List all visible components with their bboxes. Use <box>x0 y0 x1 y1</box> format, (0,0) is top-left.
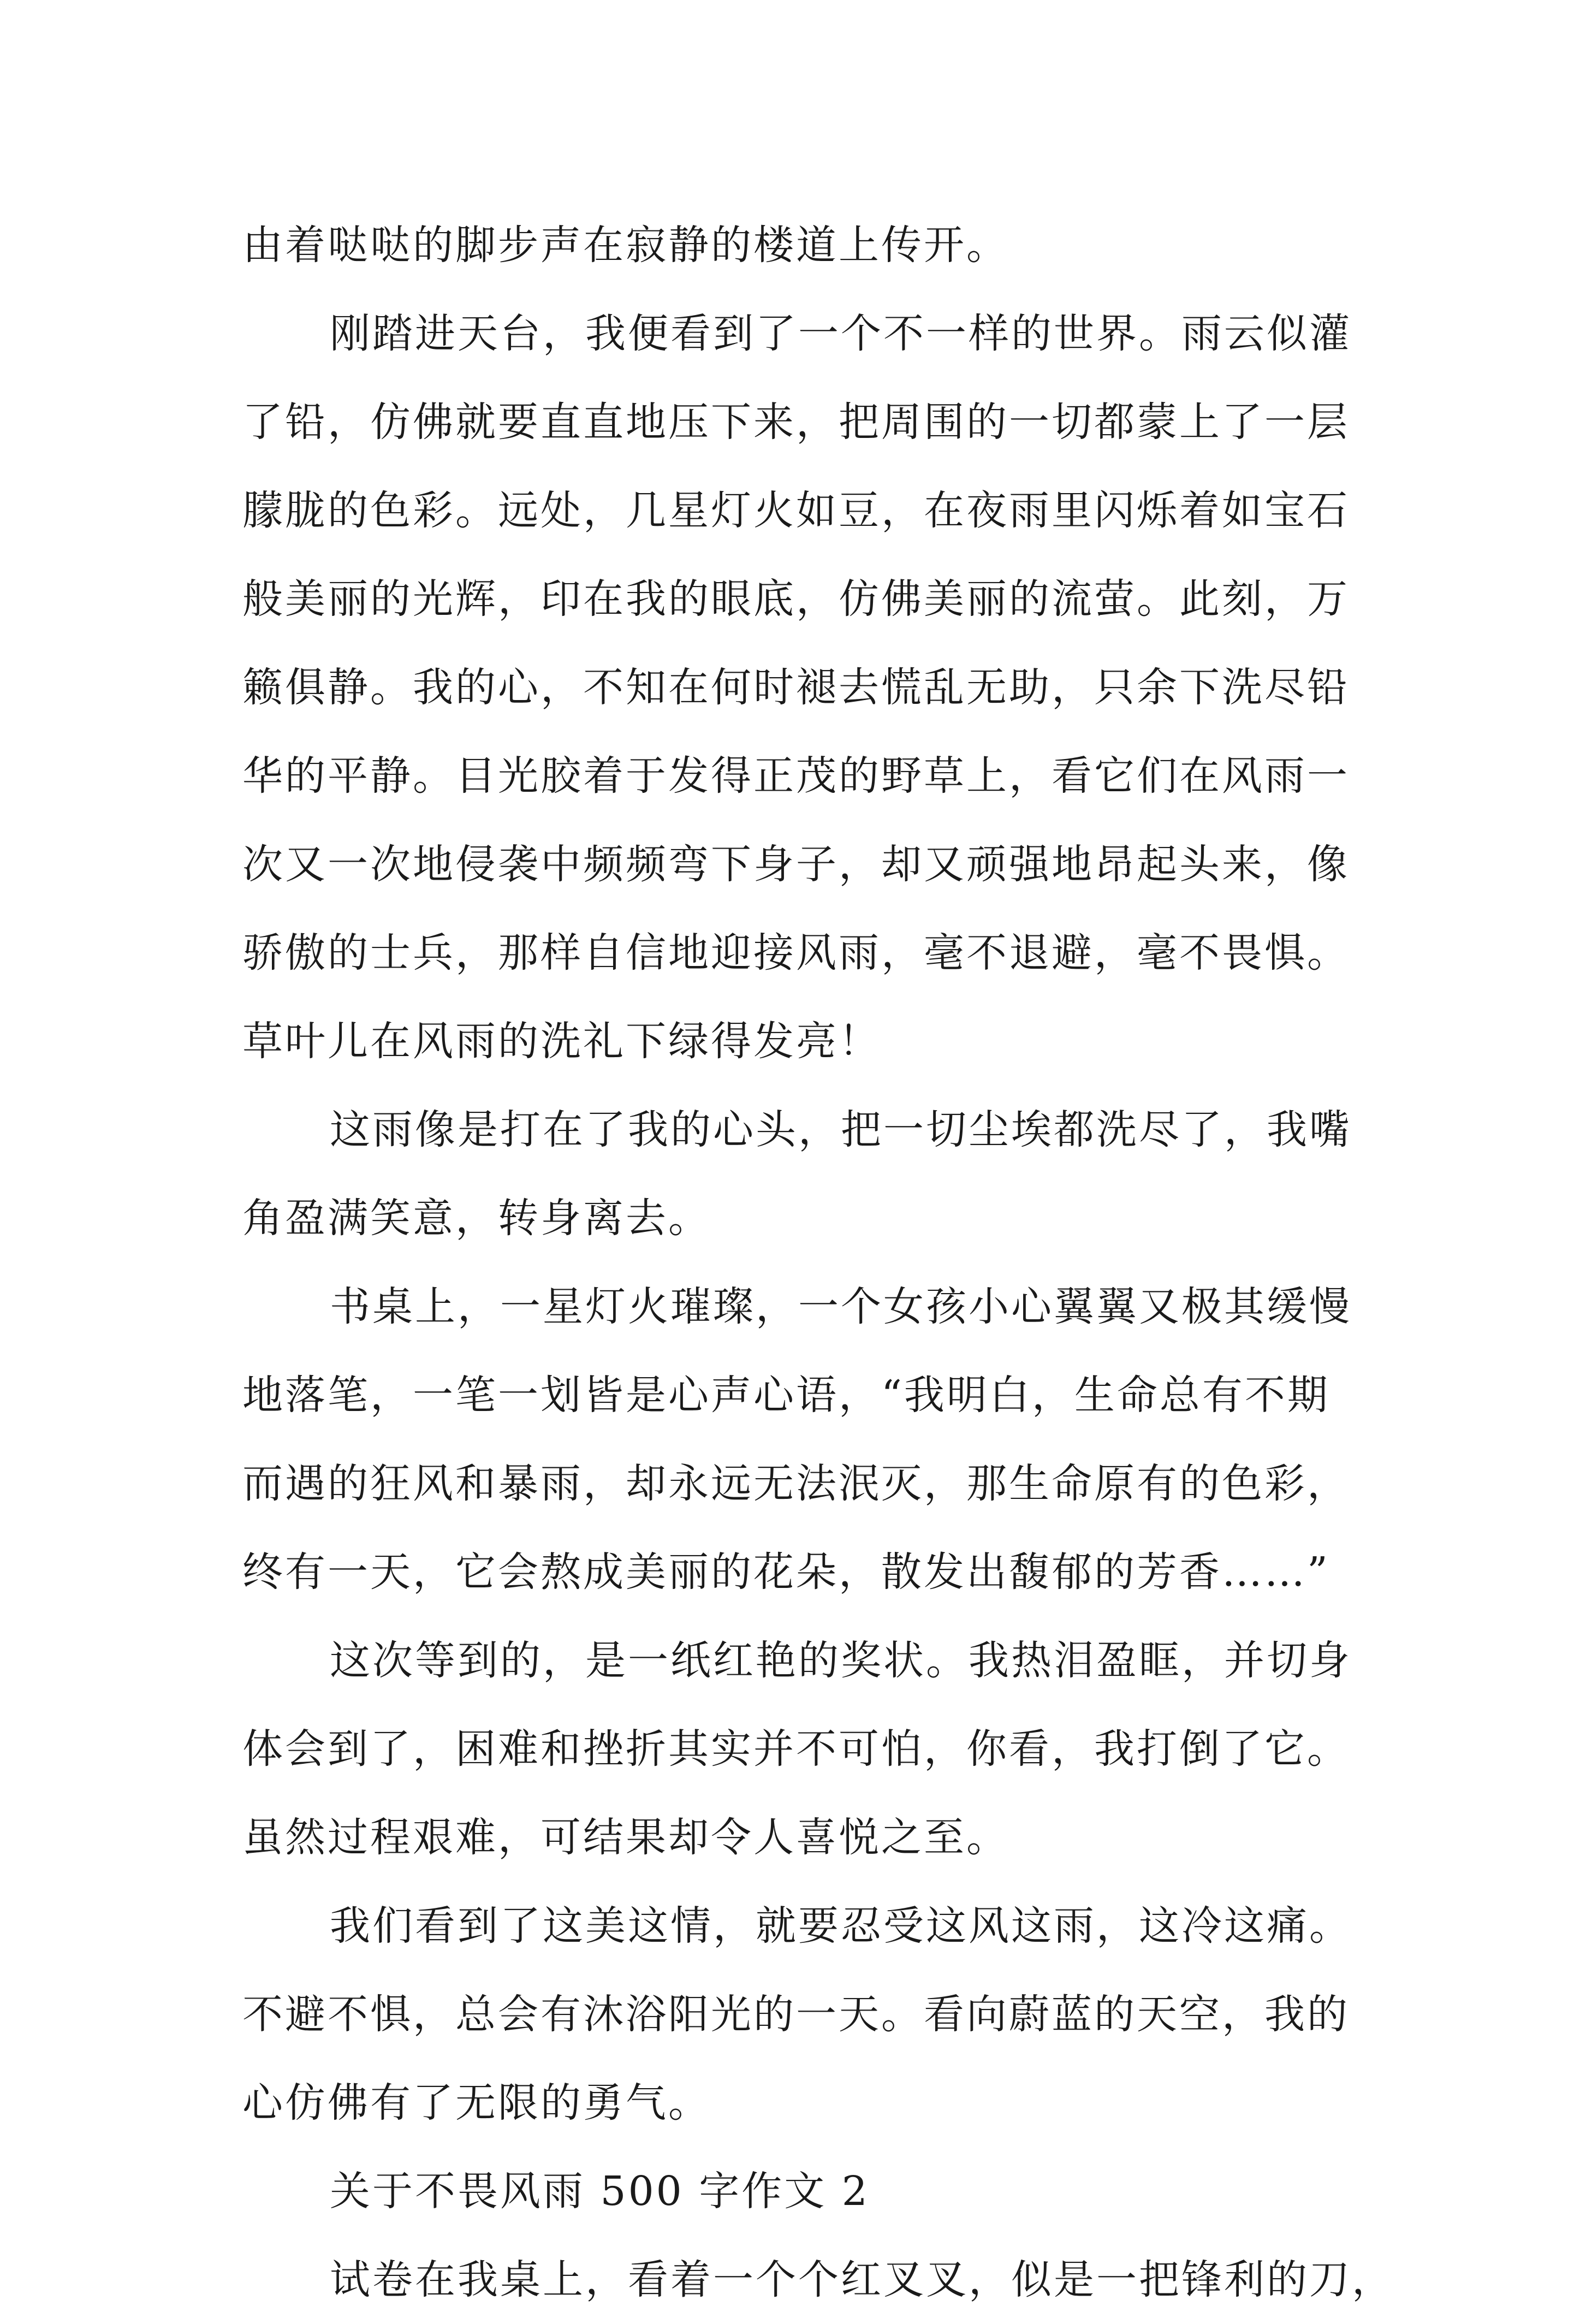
text-line: 我们看到了这美这情，就要忍受这风这雨，这冷这痛。 <box>330 1902 1352 1949</box>
text-line: 骄傲的士兵，那样自信地迎接风雨，毫不退避，毫不畏惧。 <box>242 929 1350 976</box>
text-line: 由着哒哒的脚步声在寂静的楼道上传开。 <box>242 222 1009 269</box>
text-line: 关于不畏风雨 500 字作文 2 <box>330 2168 870 2215</box>
text-line: 不避不惧，总会有沐浴阳光的一天。看向蔚蓝的天空，我的 <box>242 1991 1350 2038</box>
text-line: 次又一次地侵袭中频频弯下身子，却又顽强地昂起头来，像 <box>242 841 1350 888</box>
text-line: 虽然过程艰难，可结果却令人喜悦之至。 <box>242 1814 1009 1861</box>
body-text <box>242 201 1394 2324</box>
text-line: 心仿佛有了无限的勇气。 <box>242 2079 711 2126</box>
text-line: 地落笔，一笔一划皆是心声心语，“我明白，生命总有不期 <box>242 1372 1330 1419</box>
text-line: 了铅，仿佛就要直直地压下来，把周围的一切都蒙上了一层 <box>242 399 1350 446</box>
text-line: 般美丽的光辉，印在我的眼底，仿佛美丽的流萤。此刻，万 <box>242 576 1350 622</box>
text-line: 籁俱静。我的心，不知在何时褪去慌乱无助，只余下洗尽铅 <box>242 664 1350 711</box>
text-line: 试卷在我桌上，看着一个个红叉叉，似是一把锋利的刀， <box>330 2256 1394 2303</box>
text-line: 终有一天，它会熬成美丽的花朵，散发出馥郁的芳香……” <box>242 1549 1330 1596</box>
text-line: 书桌上，一星灯火璀璨，一个女孩小心翼翼又极其缓慢 <box>330 1283 1352 1330</box>
text-line: 这次等到的，是一纸红艳的奖状。我热泪盈眶，并切身 <box>330 1637 1352 1684</box>
text-line: 这雨像是打在了我的心头，把一切尘埃都洗尽了，我嘴 <box>330 1106 1352 1153</box>
text-line: 华的平静。目光胶着于发得正茂的野草上，看它们在风雨一 <box>242 752 1350 799</box>
text-line: 而遇的狂风和暴雨，却永远无法泯灭，那生命原有的色彩， <box>242 1460 1350 1507</box>
text-line: 草叶儿在风雨的洗礼下绿得发亮！ <box>242 1018 881 1065</box>
text-line: 体会到了，困难和挫折其实并不可怕，你看，我打倒了它。 <box>242 1726 1350 1772</box>
text-line: 角盈满笑意，转身离去。 <box>242 1195 711 1242</box>
text-line: 刚踏进天台，我便看到了一个不一样的世界。雨云似灌 <box>330 310 1352 357</box>
text-line: 朦胧的色彩。远处，几星灯火如豆，在夜雨里闪烁着如宝石 <box>242 487 1350 534</box>
